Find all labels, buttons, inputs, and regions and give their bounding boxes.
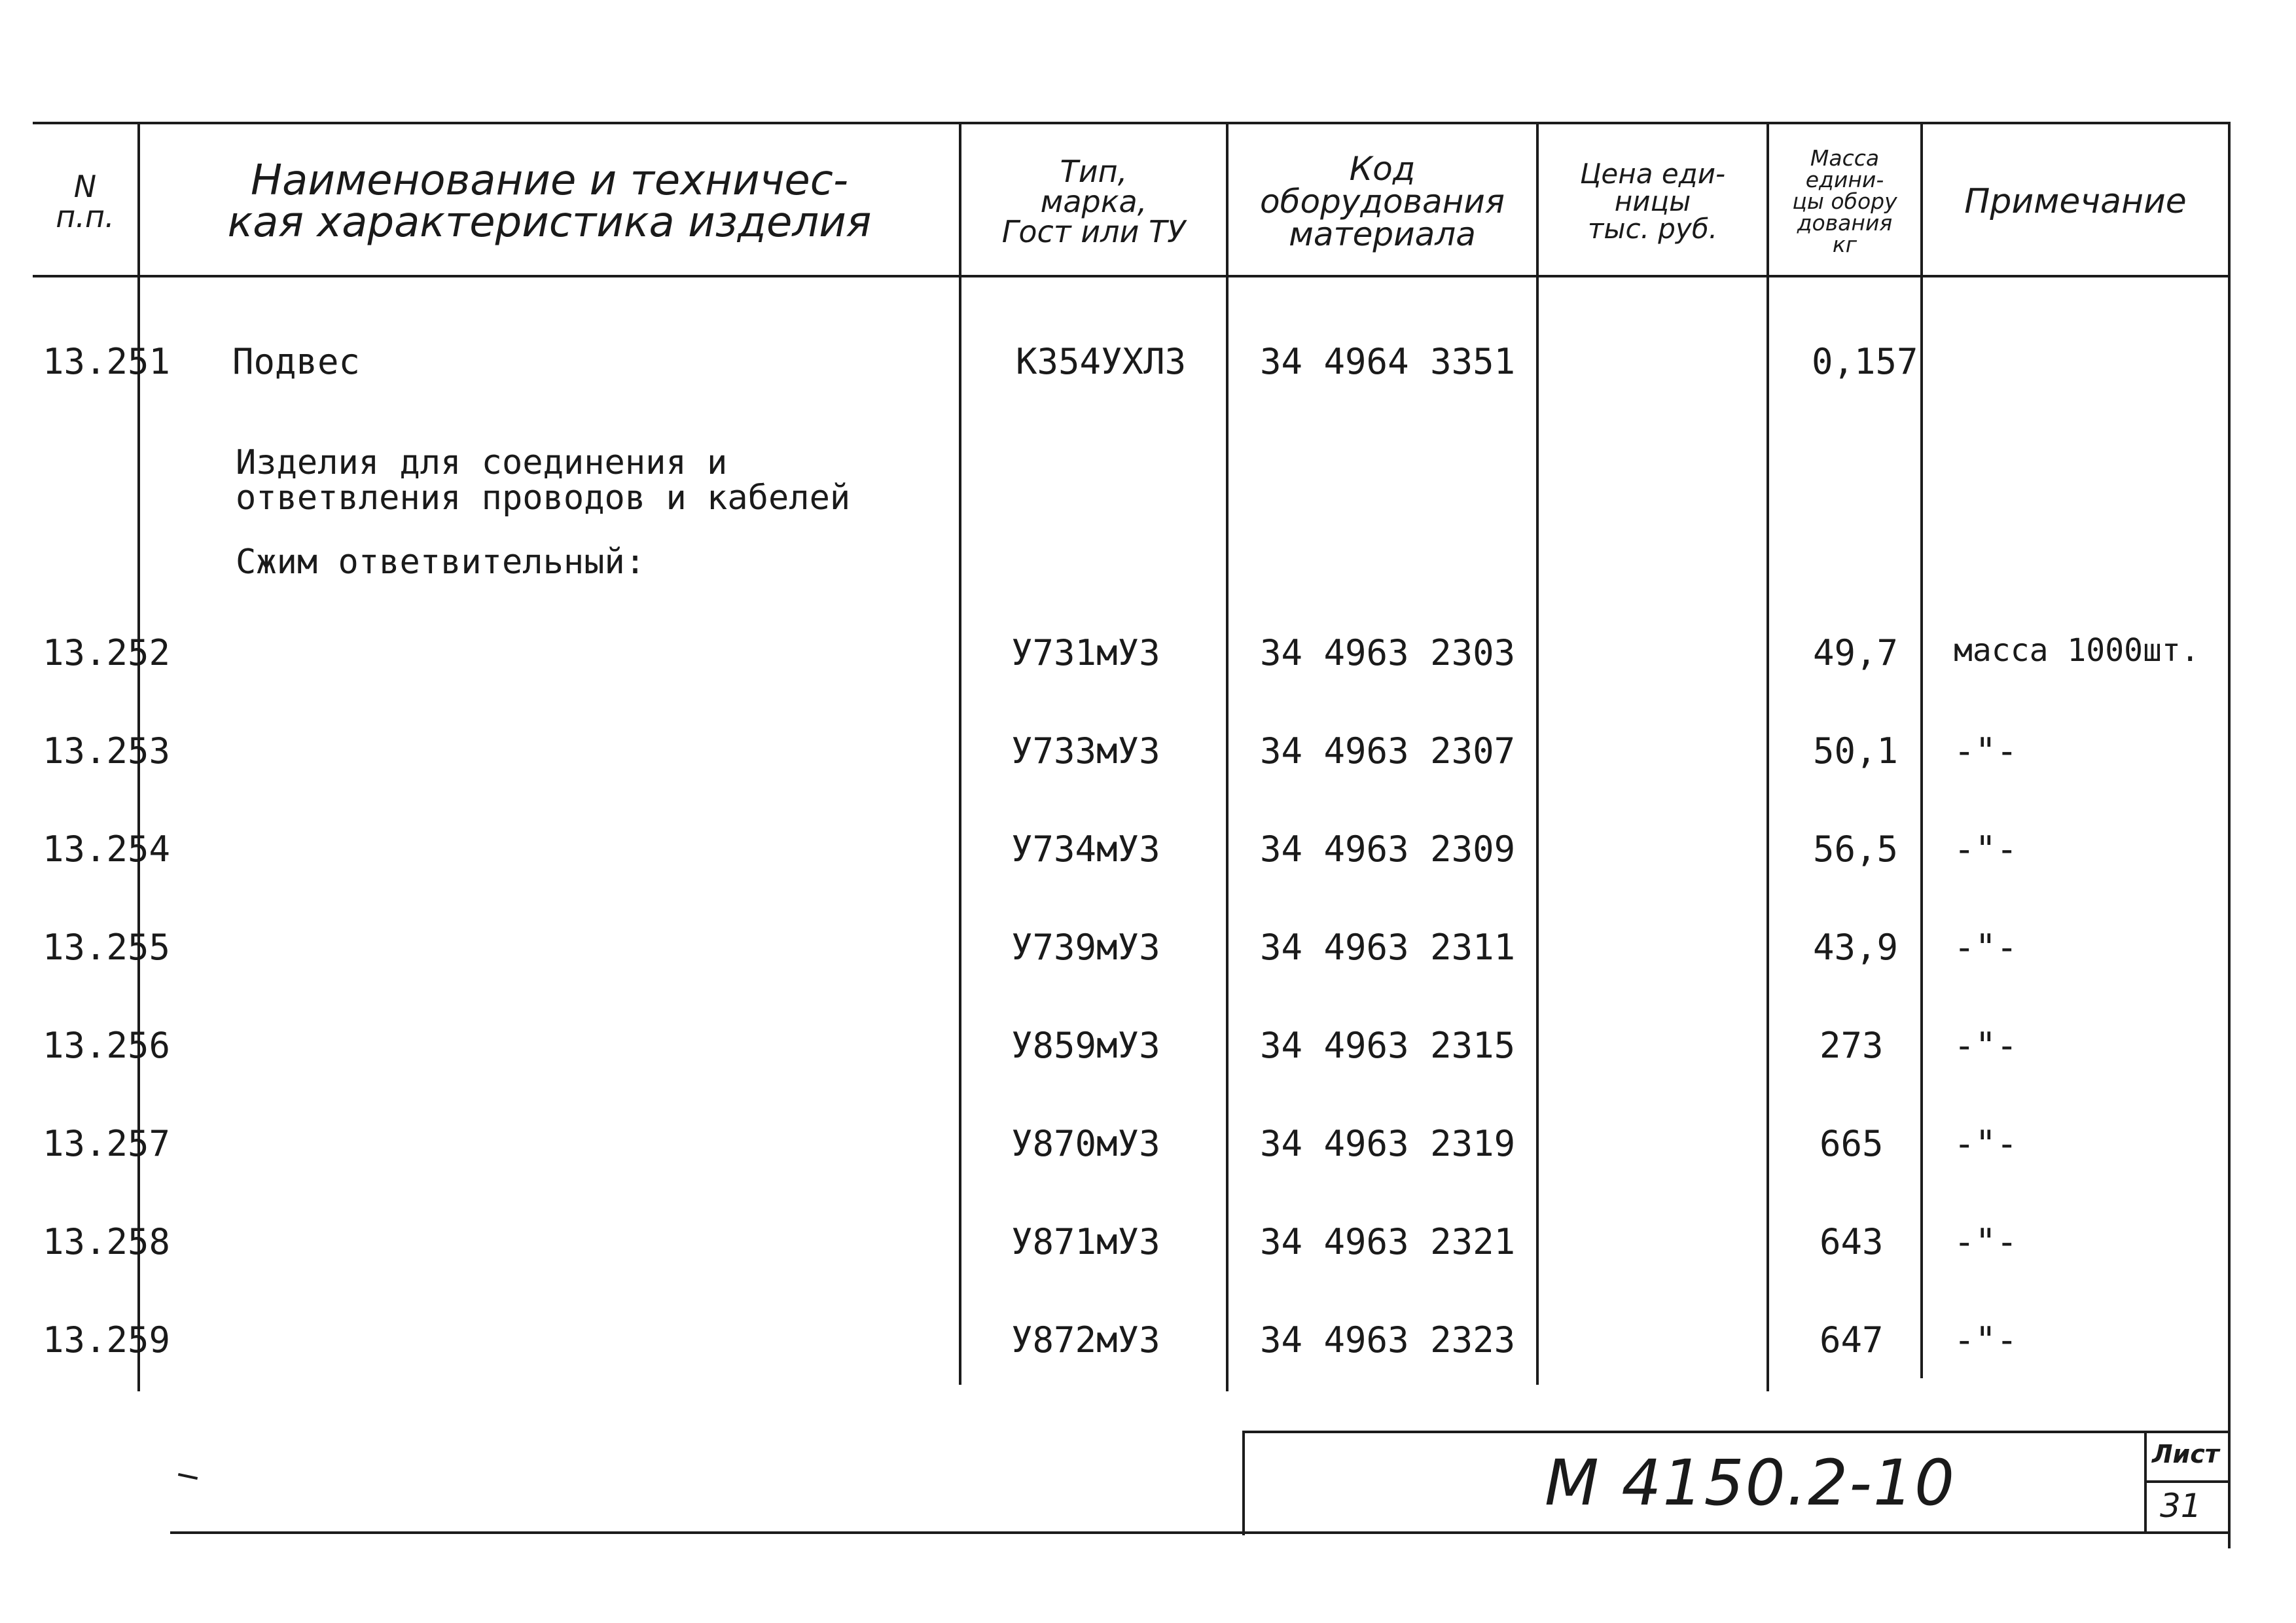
row-name: Изделия для соединения и ответвления проводов и кабелей [236,443,851,518]
row-note: -"- [1954,829,2018,870]
row-note: -"- [1954,927,2018,968]
header-code: Код оборудования материала [1260,149,1505,253]
row-note: -"- [1954,1319,2018,1361]
row-num: 13.253 [43,730,171,772]
row-type: У734мУ3 [1011,829,1160,870]
row-type: У872мУ3 [1011,1319,1160,1361]
row-num: 13.255 [43,927,171,968]
row-mass: 0,157 [1812,341,1918,382]
row-code: 34 4964 3351 [1260,341,1516,382]
sheet-number: 31 [2160,1487,2202,1525]
row-mass: 43,9 [1813,927,1899,968]
row-note: -"- [1954,730,2018,772]
row-mass: 49,7 [1813,632,1899,673]
col-divider-3 [1226,122,1229,1391]
row-num: 13.256 [43,1025,171,1066]
sheet-box-divider [2144,1480,2231,1483]
row-name: Сжим ответвительный: [236,543,646,582]
row-type: У859мУ3 [1011,1025,1160,1066]
header-num: N п.п. [56,168,115,234]
row-num: 13.258 [43,1221,171,1262]
col-divider-4 [1536,122,1539,1385]
row-code: 34 4963 2321 [1260,1221,1516,1262]
row-mass: 50,1 [1813,730,1899,772]
stamp-top-line [1242,1431,2231,1433]
row-note: -"- [1954,1025,2018,1066]
header-bottom-border [33,275,2231,277]
row-num: 13.252 [43,632,171,673]
row-type: У870мУ3 [1011,1123,1160,1164]
row-mass: 273 [1820,1025,1884,1066]
row-name: Подвес [232,341,361,382]
stray-mark [178,1473,198,1480]
row-mass: 56,5 [1813,829,1899,870]
col-divider-6 [1920,122,1923,1378]
row-mass: 665 [1820,1123,1884,1164]
header-type: Тип, марка, Гост или ТУ [1001,153,1186,249]
row-code: 34 4963 2303 [1260,632,1516,673]
table-top-border [33,122,2231,124]
row-num: 13.251 [43,341,171,382]
row-note: -"- [1954,1221,2018,1262]
row-mass: 643 [1820,1221,1884,1262]
sheet-label: Лист [2152,1440,2219,1469]
header-note: Примечание [1964,181,2187,221]
row-type: К354УХЛ3 [1016,341,1187,382]
col-divider-2 [959,122,961,1385]
row-num: 13.257 [43,1123,171,1164]
table-right-border [2228,122,2231,1548]
row-code: 34 4963 2315 [1260,1025,1516,1066]
document-code: М 4150.2-10 [1545,1446,1956,1520]
stamp-left-line [1242,1431,1245,1535]
stamp-bottom-line [170,1531,2231,1534]
row-mass: 647 [1820,1319,1884,1361]
row-num: 13.254 [43,829,171,870]
row-code: 34 4963 2311 [1260,927,1516,968]
row-note: масса 1000шт. [1954,632,2200,669]
row-code: 34 4963 2307 [1260,730,1516,772]
row-type: У739мУ3 [1011,927,1160,968]
row-note: -"- [1954,1123,2018,1164]
row-code: 34 4963 2309 [1260,829,1516,870]
row-code: 34 4963 2323 [1260,1319,1516,1361]
header-mass: Масса едини- цы обору дования кг [1792,145,1897,257]
header-name: Наименование и техничес- кая характеристика изделия [227,156,872,247]
row-type: У733мУ3 [1011,730,1160,772]
row-type: У871мУ3 [1011,1221,1160,1262]
header-price: Цена еди- ницы тыс. руб. [1579,157,1726,245]
row-num: 13.259 [43,1319,171,1361]
col-divider-5 [1767,122,1769,1391]
row-code: 34 4963 2319 [1260,1123,1516,1164]
row-type: У731мУ3 [1011,632,1160,673]
